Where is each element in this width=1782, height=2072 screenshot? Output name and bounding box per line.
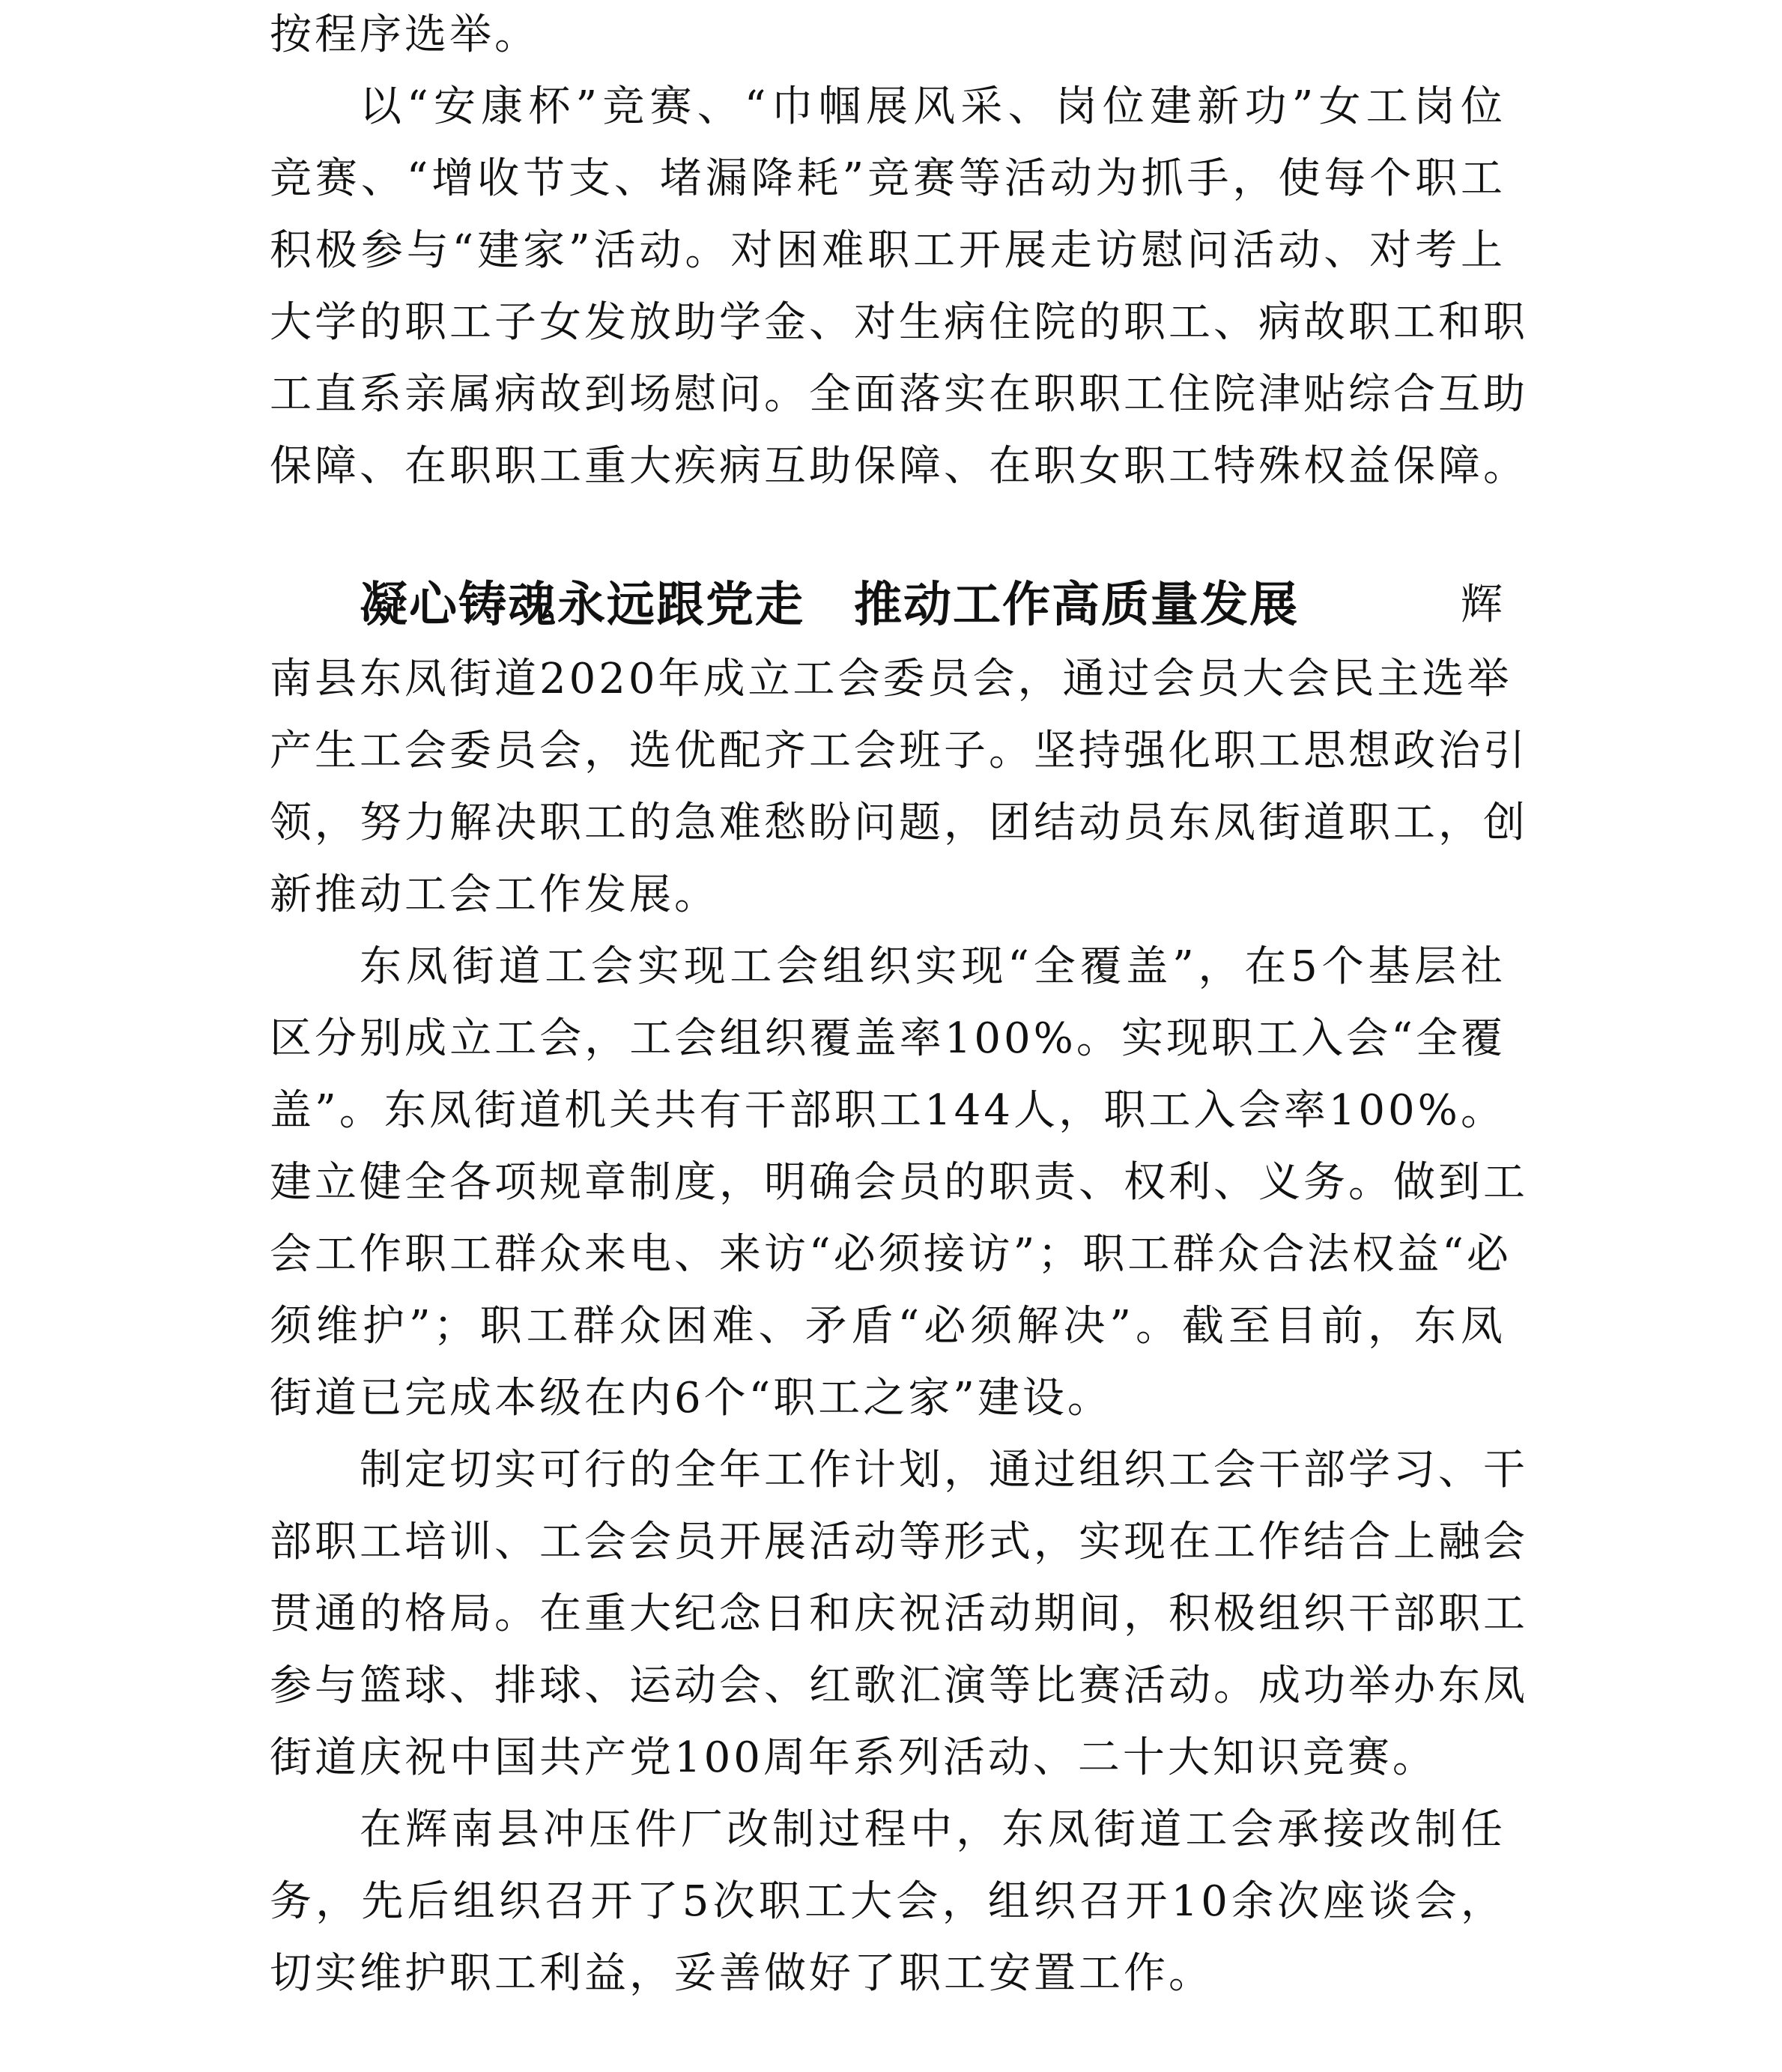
paragraph-line: 领，努力解决职工的急难愁盼问题，团结动员东凤街道职工，创 xyxy=(270,799,1528,847)
paragraph-line: 工直系亲属病故到场慰问。全面落实在职职工住院津贴综合互助 xyxy=(270,370,1528,419)
paragraph-line: 竞赛、“增收节支、堵漏降耗”竞赛等活动为抓手，使每个职工 xyxy=(270,154,1506,203)
paragraph-line: 切实维护职工利益，妥善做好了职工安置工作。 xyxy=(270,1949,1213,1998)
paragraph-line: 会工作职工群众来电、来访“必须接访”；职工群众合法权益“必 xyxy=(270,1230,1512,1279)
paragraph-line: 务，先后组织召开了5次职工大会，组织召开10余次座谈会， xyxy=(270,1877,1506,1926)
paragraph-line: 街道已完成本级在内6个“职工之家”建设。 xyxy=(270,1374,1112,1423)
paragraph-line: 按程序选举。 xyxy=(270,10,539,59)
paragraph-line: 贯通的格局。在重大纪念日和庆祝活动期间，积极组织干部职工 xyxy=(270,1590,1528,1638)
paragraph-line: 须维护”；职工群众困难、矛盾“必须解决”。截至目前，东凤 xyxy=(270,1302,1506,1351)
paragraph-line: 建立健全各项规章制度，明确会员的职责、权利、义务。做到工 xyxy=(270,1158,1528,1207)
paragraph-line: 南县东凤街道2020年成立工会委员会，通过会员大会民主选举 xyxy=(270,655,1512,703)
paragraph-line: 大学的职工子女发放助学金、对生病住院的职工、病故职工和职 xyxy=(270,298,1528,347)
section-heading: 凝心铸魂永远跟党走 推动工作高质量发展 xyxy=(360,578,1299,633)
heading-tail-text: 辉 xyxy=(1461,581,1506,629)
paragraph-line: 盖”。东凤街道机关共有干部职工144人，职工入会率100%。 xyxy=(270,1086,1506,1135)
paragraph-line: 部职工培训、工会会员开展活动等形式，实现在工作结合上融会 xyxy=(270,1518,1528,1566)
paragraph-line: 积极参与“建家”活动。对困难职工开展走访慰问活动、对考上 xyxy=(270,226,1506,275)
paragraph-line: 保障、在职职工重大疾病互助保障、在职女职工特殊权益保障。 xyxy=(270,442,1528,491)
paragraph-line: 制定切实可行的全年工作计划，通过组织工会干部学习、干 xyxy=(360,1446,1528,1494)
section-heading-line xyxy=(270,568,1506,643)
paragraph-line: 新推动工会工作发展。 xyxy=(270,870,719,919)
paragraph-line: 产生工会委员会，选优配齐工会班子。坚持强化职工思想政治引 xyxy=(270,727,1528,775)
paragraph-line: 在辉南县冲压件厂改制过程中，东凤街道工会承接改制任 xyxy=(360,1805,1506,1854)
paragraph-line: 以“安康杯”竞赛、“巾帼展风采、岗位建新功”女工岗位 xyxy=(360,82,1506,131)
paragraph-line: 街道庆祝中国共产党100周年系列活动、二十大知识竞赛。 xyxy=(270,1733,1437,1782)
paragraph-line: 参与篮球、排球、运动会、红歌汇演等比赛活动。成功举办东凤 xyxy=(270,1661,1528,1710)
paragraph-line: 东凤街道工会实现工会组织实现“全覆盖”，在5个基层社 xyxy=(360,942,1506,991)
paragraph-line: 区分别成立工会，工会组织覆盖率100%。实现职工入会“全覆 xyxy=(270,1014,1506,1063)
